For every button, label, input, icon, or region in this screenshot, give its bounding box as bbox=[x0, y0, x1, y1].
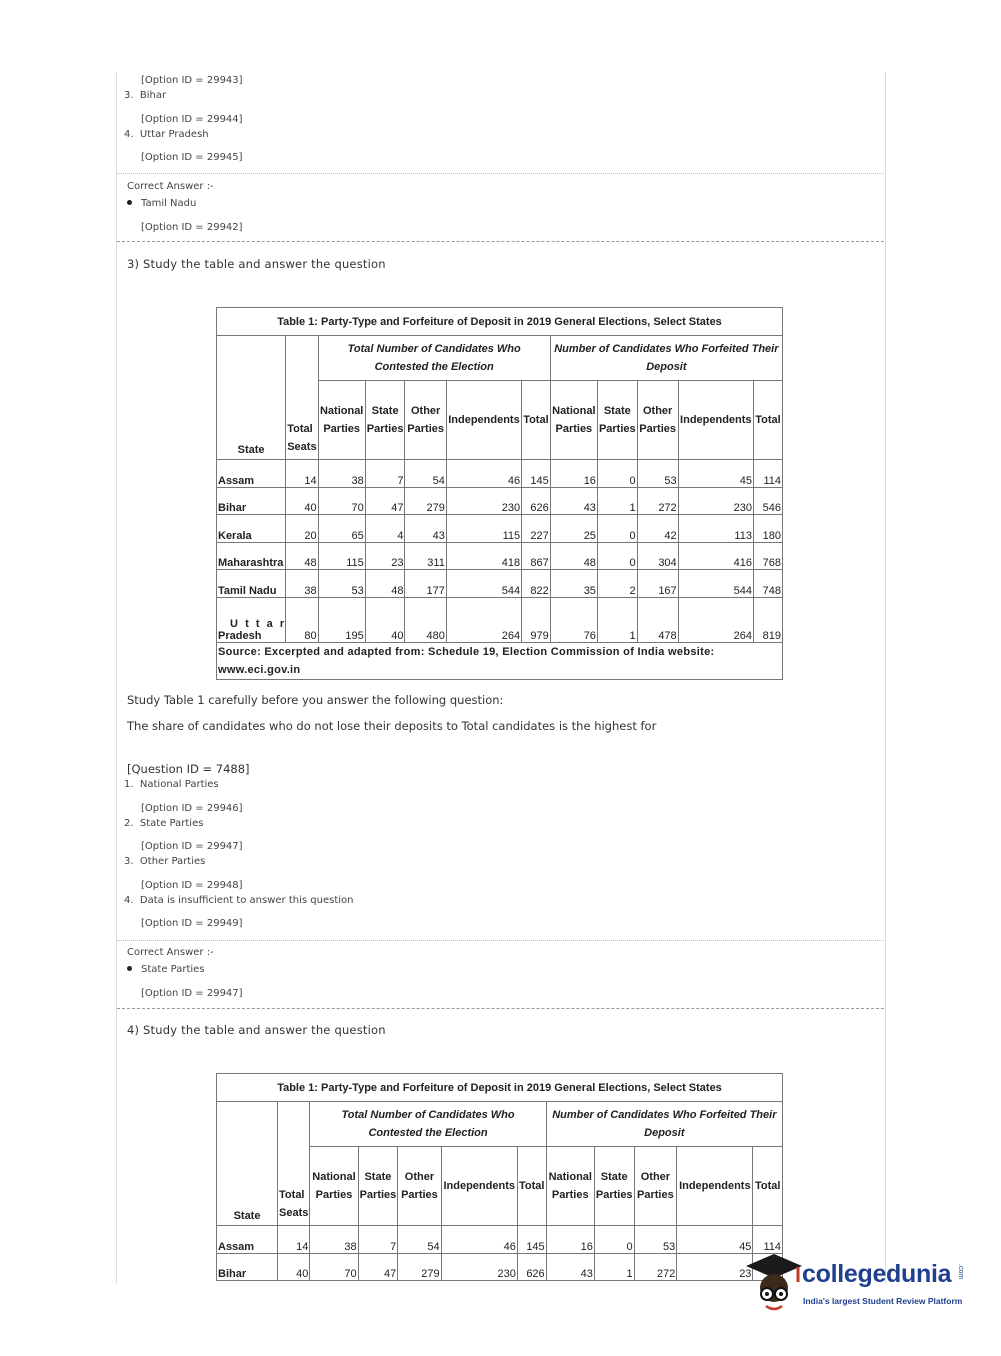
table-cell: 38 bbox=[318, 460, 365, 488]
correct-option-id: [Option ID = 29942] bbox=[141, 222, 243, 233]
table-cell: 40 bbox=[365, 597, 405, 642]
divider bbox=[117, 940, 884, 941]
table-row bbox=[217, 515, 783, 543]
group-contested: Total Number of Candidates Who Contested the Election bbox=[318, 336, 550, 381]
table-row bbox=[217, 1253, 783, 1281]
table-cell: 177 bbox=[405, 570, 446, 598]
table-cell: 272 bbox=[634, 1253, 677, 1281]
option-id: [Option ID = 29943] bbox=[141, 75, 243, 86]
brand-name: collegedunia bbox=[802, 1260, 952, 1288]
group-forfeited: Number of Candidates Who Forfeited Their Deposit bbox=[546, 1102, 782, 1147]
group-contested: Total Number of Candidates Who Contested the Election bbox=[310, 1102, 546, 1147]
table-cell: 626 bbox=[517, 1253, 546, 1281]
question-separator bbox=[117, 241, 884, 242]
table-cell: 0 bbox=[597, 515, 637, 543]
table-row bbox=[217, 460, 783, 488]
table-source: Source: Excerpted and adapted from: Schedule 19, Election Commission of India website: www.eci.gov.in bbox=[217, 642, 783, 679]
header-independents: Independents bbox=[678, 381, 753, 460]
header-national: National Parties bbox=[310, 1147, 358, 1226]
header-total: Total bbox=[517, 1147, 546, 1226]
data-table bbox=[216, 1073, 783, 1281]
header-state: State bbox=[217, 1102, 278, 1226]
state-name: Tamil Nadu bbox=[217, 570, 286, 598]
table-cell: 43 bbox=[405, 515, 446, 543]
table-cell: 0 bbox=[597, 460, 637, 488]
table-cell: 145 bbox=[522, 460, 551, 488]
table-cell: 2 bbox=[597, 570, 637, 598]
header-independents: Independents bbox=[677, 1147, 753, 1226]
option-item[interactable] bbox=[124, 129, 209, 140]
table-cell: 279 bbox=[405, 487, 446, 515]
state-name: U t t a r Pradesh bbox=[217, 597, 286, 642]
table-cell: 7 bbox=[358, 1226, 398, 1254]
mascot-icon bbox=[744, 1252, 804, 1314]
table-cell: 264 bbox=[446, 597, 521, 642]
table-cell: 272 bbox=[637, 487, 678, 515]
header-total: Total bbox=[753, 381, 782, 460]
divider bbox=[117, 173, 884, 174]
table-cell: 0 bbox=[594, 1226, 634, 1254]
table-cell: 53 bbox=[318, 570, 365, 598]
table-cell: 48 bbox=[365, 570, 405, 598]
table-cell: 1 bbox=[594, 1253, 634, 1281]
table-cell: 304 bbox=[637, 542, 678, 570]
table-cell: 195 bbox=[318, 597, 365, 642]
table-cell: 76 bbox=[550, 597, 597, 642]
data-table bbox=[216, 307, 783, 680]
correct-answer-label: Correct Answer :- bbox=[127, 181, 214, 192]
table-cell: 230 bbox=[446, 487, 521, 515]
table-cell: 65 bbox=[318, 515, 365, 543]
table-cell: 16 bbox=[550, 460, 597, 488]
table-cell: 480 bbox=[405, 597, 446, 642]
table-cell: 14 bbox=[278, 1226, 310, 1254]
table-body bbox=[217, 1226, 783, 1281]
bullet-icon bbox=[127, 200, 132, 205]
table-cell: 1 bbox=[597, 487, 637, 515]
table-cell: 43 bbox=[550, 487, 597, 515]
header-national: National Parties bbox=[546, 1147, 594, 1226]
table-cell: 819 bbox=[753, 597, 782, 642]
table-cell: 180 bbox=[753, 515, 782, 543]
table-cell: 114 bbox=[753, 1226, 783, 1254]
table-cell: 20 bbox=[286, 515, 318, 543]
table-cell: 38 bbox=[310, 1226, 358, 1254]
header-national: National Parties bbox=[318, 381, 365, 460]
table-cell: 626 bbox=[522, 487, 551, 515]
table-cell: 822 bbox=[522, 570, 551, 598]
header-total-seats: Total Seats bbox=[286, 336, 318, 460]
table-cell: 40 bbox=[286, 487, 318, 515]
table-cell: 53 bbox=[637, 460, 678, 488]
table-cell: 38 bbox=[286, 570, 318, 598]
table-cell: 544 bbox=[446, 570, 521, 598]
header-independents: Independents bbox=[441, 1147, 517, 1226]
option-id: [Option ID = 29949] bbox=[141, 918, 243, 929]
table-cell: 418 bbox=[446, 542, 521, 570]
correct-answer-text: State Parties bbox=[141, 964, 205, 975]
table-cell: 70 bbox=[310, 1253, 358, 1281]
correct-answer-text: Tamil Nadu bbox=[141, 198, 197, 209]
table-cell: 748 bbox=[753, 570, 782, 598]
table-cell: 46 bbox=[446, 460, 521, 488]
table-cell: 7 bbox=[365, 460, 405, 488]
option-item[interactable]: 2. State Parties bbox=[124, 818, 204, 829]
table-cell: 979 bbox=[522, 597, 551, 642]
table-cell: 48 bbox=[286, 542, 318, 570]
table-cell: 115 bbox=[446, 515, 521, 543]
table-cell: 145 bbox=[517, 1226, 546, 1254]
correct-answer-value bbox=[127, 964, 205, 975]
header-state-parties: State Parties bbox=[365, 381, 405, 460]
header-other: Other Parties bbox=[637, 381, 678, 460]
header-other: Other Parties bbox=[634, 1147, 677, 1226]
table-title: Table 1: Party-Type and Forfeiture of Deposit in 2019 General Elections, Select States bbox=[217, 1074, 783, 1102]
table-cell: 167 bbox=[637, 570, 678, 598]
header-total: Total bbox=[522, 381, 551, 460]
table-cell: 45 bbox=[677, 1226, 753, 1254]
table-body bbox=[217, 460, 783, 643]
table-cell: 23 bbox=[365, 542, 405, 570]
header-state-parties: State Parties bbox=[597, 381, 637, 460]
question-id: [Question ID = 7488] bbox=[127, 762, 250, 776]
brand-tagline: India's largest Student Review Platform bbox=[803, 1296, 963, 1306]
table-cell: 264 bbox=[678, 597, 753, 642]
option-item[interactable]: 1. National Parties bbox=[124, 779, 219, 790]
table-cell: 16 bbox=[546, 1226, 594, 1254]
question-text: The share of candidates who do not lose their deposits to Total candidates is the highest for bbox=[127, 719, 657, 733]
header-state: State bbox=[217, 336, 286, 460]
option-label: Uttar Pradesh bbox=[139, 129, 209, 140]
table-cell: 1 bbox=[597, 597, 637, 642]
table-cell: 53 bbox=[634, 1226, 677, 1254]
table-cell: 23 bbox=[677, 1253, 753, 1281]
table-cell: 113 bbox=[678, 515, 753, 543]
option-id: [Option ID = 29947] bbox=[141, 841, 243, 852]
option-item[interactable]: 3. Other Parties bbox=[124, 856, 206, 867]
table-cell: 54 bbox=[398, 1226, 441, 1254]
bullet-icon bbox=[127, 966, 132, 971]
table-cell: 46 bbox=[441, 1226, 517, 1254]
question-heading: 3) Study the table and answer the question bbox=[127, 257, 386, 271]
table-cell: 42 bbox=[637, 515, 678, 543]
option-number: 4. bbox=[124, 129, 134, 140]
table-cell: 14 bbox=[286, 460, 318, 488]
option-item[interactable] bbox=[124, 90, 166, 101]
header-other: Other Parties bbox=[405, 381, 446, 460]
header-national: National Parties bbox=[550, 381, 597, 460]
header-state-parties: State Parties bbox=[594, 1147, 634, 1226]
correct-answer-label: Correct Answer :- bbox=[127, 947, 214, 958]
table-row bbox=[217, 542, 783, 570]
table-cell: 40 bbox=[278, 1253, 310, 1281]
table-cell: 48 bbox=[550, 542, 597, 570]
table-cell: 230 bbox=[678, 487, 753, 515]
question-separator bbox=[117, 1008, 884, 1009]
state-name: Bihar bbox=[217, 1253, 278, 1281]
table-row bbox=[217, 570, 783, 598]
collegedunia-logo[interactable] bbox=[744, 1250, 974, 1320]
group-forfeited: Number of Candidates Who Forfeited Their Deposit bbox=[550, 336, 782, 381]
table-cell: 54 bbox=[405, 460, 446, 488]
table-cell: 35 bbox=[550, 570, 597, 598]
table-cell: 478 bbox=[637, 597, 678, 642]
table-cell: 867 bbox=[522, 542, 551, 570]
header-total: Total bbox=[753, 1147, 783, 1226]
option-label: Bihar bbox=[139, 90, 167, 101]
state-name: Kerala bbox=[217, 515, 286, 543]
table-cell: 80 bbox=[286, 597, 318, 642]
option-id: [Option ID = 29944] bbox=[141, 114, 243, 125]
state-name: Assam bbox=[217, 1226, 278, 1254]
question-heading: 4) Study the table and answer the question bbox=[127, 1023, 386, 1037]
table-cell: 227 bbox=[522, 515, 551, 543]
state-name: Assam bbox=[217, 460, 286, 488]
state-name: Bihar bbox=[217, 487, 286, 515]
table-cell: 45 bbox=[678, 460, 753, 488]
table-cell: 0 bbox=[597, 542, 637, 570]
option-id: [Option ID = 29948] bbox=[141, 880, 243, 891]
header-total-seats: Total Seats bbox=[278, 1102, 310, 1226]
header-other: Other Parties bbox=[398, 1147, 441, 1226]
table-cell: 230 bbox=[441, 1253, 517, 1281]
option-id: [Option ID = 29945] bbox=[141, 152, 243, 163]
table-cell: 546 bbox=[753, 487, 782, 515]
header-state-parties: State Parties bbox=[358, 1147, 398, 1226]
correct-option-id: [Option ID = 29947] bbox=[141, 988, 243, 999]
header-independents: Independents bbox=[446, 381, 521, 460]
table-title: Table 1: Party-Type and Forfeiture of Deposit in 2019 General Elections, Select States bbox=[217, 308, 783, 336]
table-cell: 70 bbox=[318, 487, 365, 515]
state-name: Maharashtra bbox=[217, 542, 286, 570]
correct-answer-value bbox=[127, 198, 196, 209]
table-row bbox=[217, 597, 783, 642]
table-cell: 47 bbox=[358, 1253, 398, 1281]
table-cell: 47 bbox=[365, 487, 405, 515]
table-cell: 768 bbox=[753, 542, 782, 570]
table-cell: 279 bbox=[398, 1253, 441, 1281]
table-cell: 25 bbox=[550, 515, 597, 543]
table-row bbox=[217, 1226, 783, 1254]
table-cell: 416 bbox=[678, 542, 753, 570]
option-id: [Option ID = 29946] bbox=[141, 803, 243, 814]
question-intro: Study Table 1 carefully before you answer the following question: bbox=[127, 693, 504, 707]
table-cell: 311 bbox=[405, 542, 446, 570]
table-cell: 115 bbox=[318, 542, 365, 570]
table-row bbox=[217, 487, 783, 515]
brand-suffix: .com bbox=[957, 1264, 964, 1280]
table-cell: 4 bbox=[365, 515, 405, 543]
option-number: 3. bbox=[124, 90, 134, 101]
table-cell: 114 bbox=[753, 460, 782, 488]
table-cell: 43 bbox=[546, 1253, 594, 1281]
table-cell: 544 bbox=[678, 570, 753, 598]
option-item[interactable]: 4. Data is insufficient to answer this question bbox=[124, 895, 354, 906]
